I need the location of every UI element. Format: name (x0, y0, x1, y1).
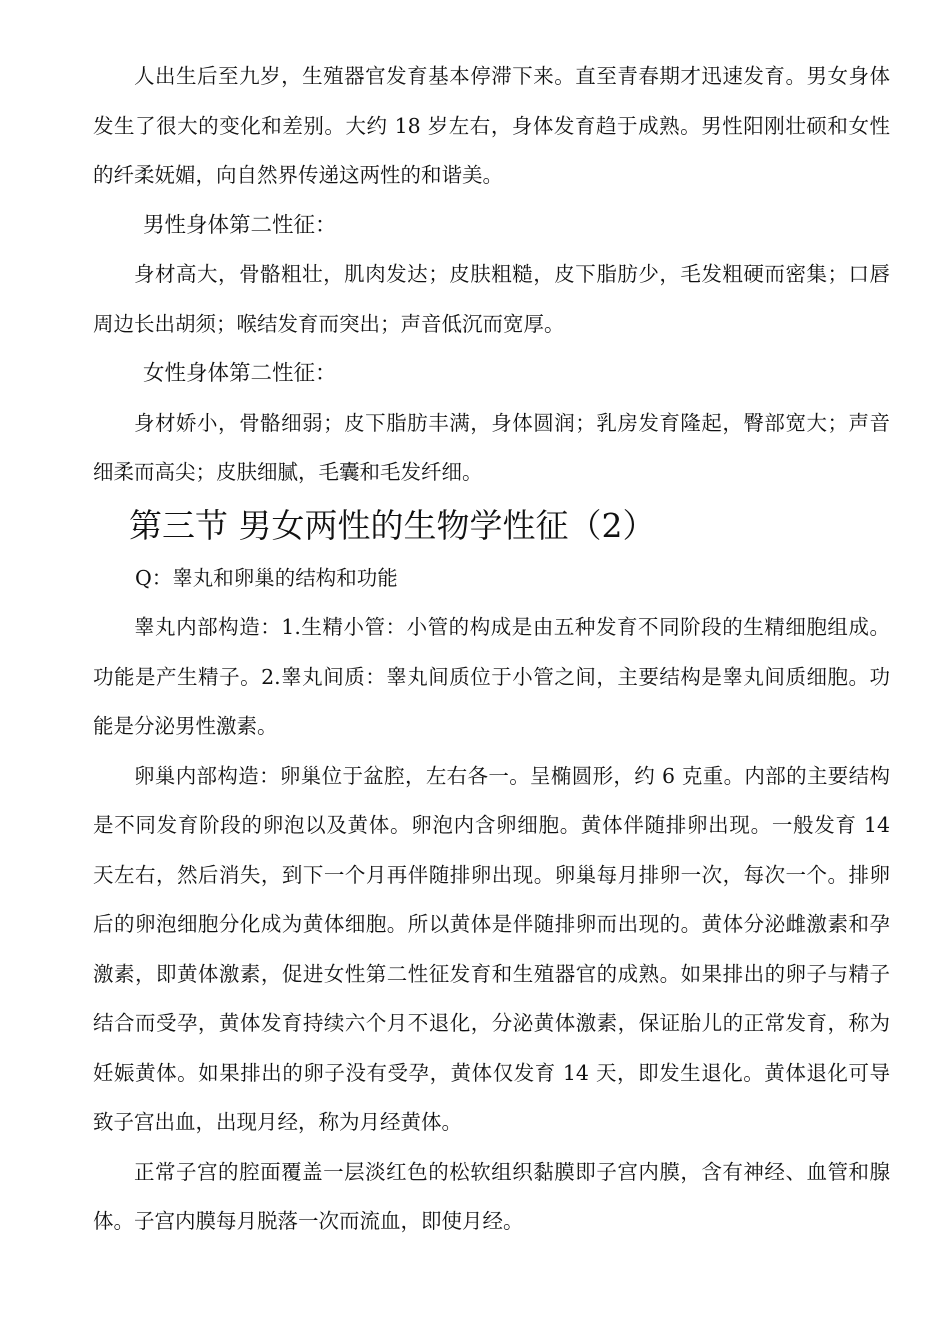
ovary-paragraph: 卵巢内部构造：卵巢位于盆腔，左右各一。呈椭圆形，约 6 克重。内部的主要结构是不同发育阶段的卵泡以及黄体。卵泡内含卵细胞。黄体伴随排卵出现。一般发育 14 天左右，然后消失，到下一个月再伴随排卵出现。卵巢每月排卵一次，每次一个。排卵后的卵泡细胞分化成为黄体细胞。所以黄体是伴随排卵而出现的。黄体分泌雌激素和孕激素，即黄体激素，促进女性第二性征发育和生殖器官的成熟。如果排出的卵子与精子结合而受孕，黄体发育持续六个月不退化，分泌黄体激素，保证胎儿的正常发育，称为妊娠黄体。如果排出的卵子没有受孕，黄体仅发育 14 天，即发生退化。黄体退化可导致子宫出血，出现月经，称为月经黄体。 (93, 763, 890, 1134)
female-traits-paragraph: 身材娇小，骨骼细弱；皮下脂肪丰满，身体圆润；乳房发育隆起，臀部宽大；声音细柔而高尖；皮肤细腻，毛囊和毛发纤细。 (93, 410, 890, 484)
document-page (93, 52, 890, 1247)
question-line: Q：睾丸和卵巢的结构和功能 (135, 565, 398, 590)
intro-paragraph: 人出生后至九岁，生殖器官发育基本停滞下来。直至青春期才迅速发育。男女身体发生了很大的变化和差别。大约 18 岁左右，身体发育趋于成熟。男性阳刚壮硕和女性的纤柔妩媚，向自然界传递这两性的和谐美。 (93, 64, 890, 187)
male-traits-heading: 男性身体第二性征： (143, 212, 337, 238)
section-title: 第三节 男女两性的生物学性征（2） (129, 505, 656, 545)
testis-paragraph: 睾丸内部构造：1.生精小管：小管的构成是由五种发育不同阶段的生精细胞组成。功能是产生精子。2.睾丸间质：睾丸间质位于小管之间，主要结构是睾丸间质细胞。功能是分泌男性激素。 (93, 615, 890, 738)
male-traits-paragraph: 身材高大，骨骼粗壮，肌肉发达；皮肤粗糙，皮下脂肪少，毛发粗硬而密集；口唇周边长出胡须；喉结发育而突出；声音低沉而宽厚。 (93, 262, 890, 336)
uterus-paragraph: 正常子宫的腔面覆盖一层淡红色的松软组织黏膜即子宫内膜，含有神经、血管和腺体。子宫内膜每月脱落一次而流血，即使月经。 (93, 1159, 890, 1233)
female-traits-heading: 女性身体第二性征： (143, 361, 337, 386)
